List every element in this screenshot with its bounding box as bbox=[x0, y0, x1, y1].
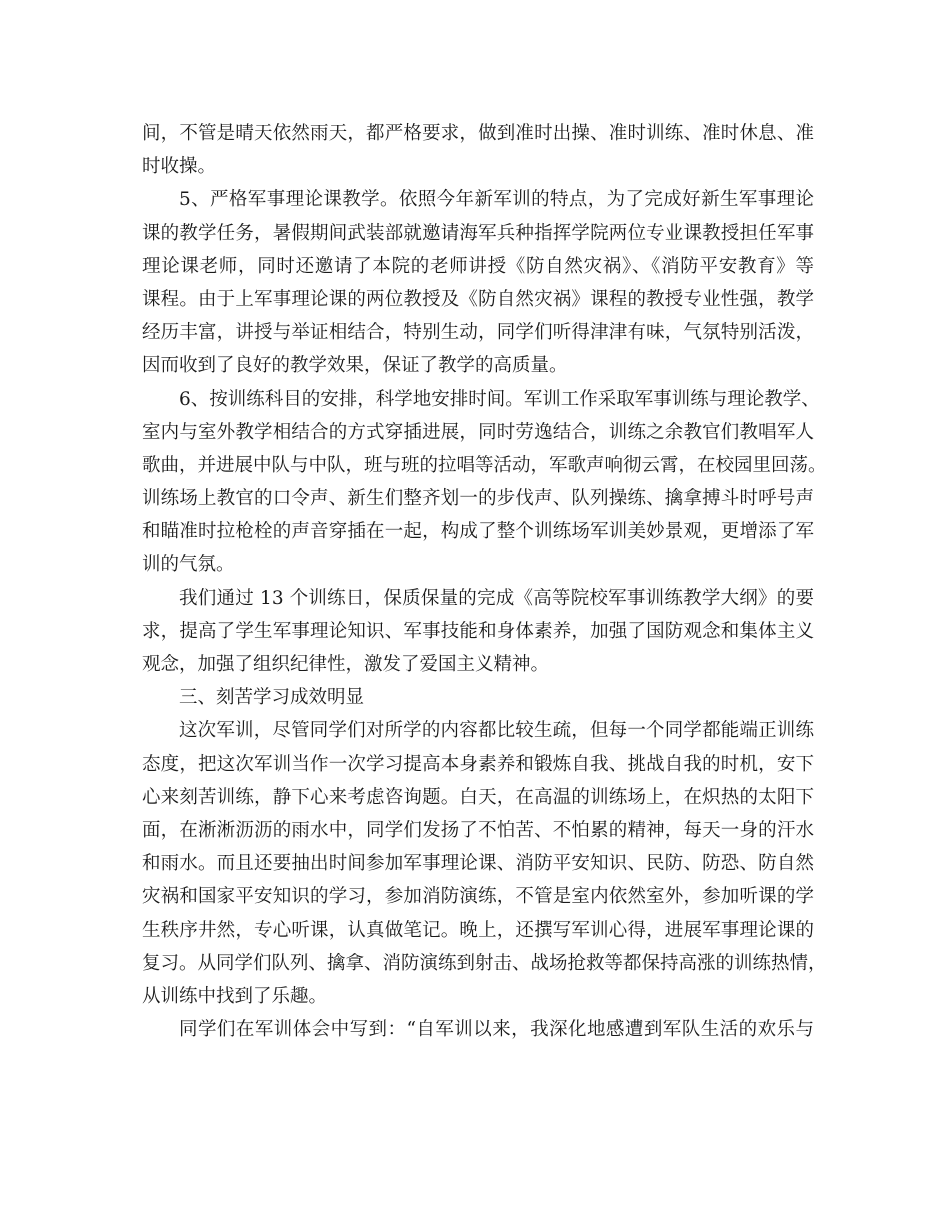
text-line: 和雨水。而且还要抽出时间参加军事理论课、消防平安知识、民防、防恐、防自然 bbox=[142, 853, 814, 875]
text-line: 课程。由于上军事理论课的两位教授及《防自然灾祸》课程的教授专业性强，教学 bbox=[142, 288, 814, 310]
text-line: 歌曲，并进展中队与中队，班与班的拉唱等活动，军歌声响彻云霄，在校园里回荡。 bbox=[142, 454, 827, 476]
text-line: 态度，把这次军训当作一次学习提高本身素养和锻炼自我、挑战自我的时机，安下 bbox=[142, 753, 814, 775]
text-line: 从训练中找到了乐趣。 bbox=[142, 985, 328, 1007]
text-line: 心来刻苦训练，静下心来考虑咨询题。白天，在高温的训练场上，在炽热的太阳下 bbox=[142, 786, 814, 808]
text-line: 三、刻苦学习成效明显 bbox=[179, 687, 365, 709]
text-line: 5、严格军事理论课教学。依照今年新军训的特点，为了完成好新生军事理论 bbox=[179, 189, 814, 211]
text-line: 训的气氛。 bbox=[142, 554, 235, 576]
text-line: 灾祸和国家平安知识的学习，参加消防演练，不管是室内依然室外，参加听课的学 bbox=[142, 886, 814, 908]
text-line: 间，不管是晴天依然雨天，都严格要求，做到准时出操、准时训练、准时休息、准 bbox=[142, 123, 814, 144]
text-line: 室内与室外教学相结合的方式穿插进展，同时劳逸结合，训练之余教官们教唱军人 bbox=[142, 421, 814, 443]
text-line: 复习。从同学们队列、擒拿、消防演练到射击、战场抢救等都保持高涨的训练热情， bbox=[142, 952, 827, 974]
text-line: 生秩序井然，专心听课，认真做笔记。晚上，还撰写军训心得，进展军事理论课的 bbox=[142, 919, 814, 941]
text-line: 训练场上教官的口令声、新生们整齐划一的步伐声、队列操练、擒拿搏斗时呼号声 bbox=[142, 488, 814, 510]
text-line: 和瞄准时拉枪栓的声音穿插在一起，构成了整个训练场军训美妙景观，更增添了军 bbox=[142, 521, 814, 543]
text-line: 面，在淅淅沥沥的雨水中，同学们发扬了不怕苦、不怕累的精神，每天一身的汗水 bbox=[142, 819, 814, 841]
text-line: 经历丰富，讲授与举证相结合，特别生动，同学们听得津津有味，气氛特别活泼， bbox=[142, 322, 814, 344]
text-line: 求，提高了学生军事理论知识、军事技能和身体素养，加强了国防观念和集体主义 bbox=[142, 620, 814, 642]
text-line: 课的教学任务，暑假期间武装部就邀请海军兵种指挥学院两位专业课教授担任军事 bbox=[142, 222, 814, 244]
text-line: 因而收到了良好的教学效果，保证了教学的高质量。 bbox=[142, 355, 568, 377]
text-line: 观念，加强了组织纪律性，激发了爱国主义精神。 bbox=[142, 654, 550, 675]
text-line: 这次军训，尽管同学们对所学的内容都比较生疏，但每一个同学都能端正训练 bbox=[179, 720, 814, 742]
text-line: 同学们在军训体会中写到：“自军训以来，我深化地感遭到军队生活的欢乐与 bbox=[179, 1019, 814, 1041]
text-line: 6、按训练科目的安排，科学地安排时间。军训工作采取军事训练与理论教学、 bbox=[179, 388, 820, 410]
text-line: 我们通过 13 个训练日，保质保量的完成《高等院校军事训练教学大纲》的要 bbox=[179, 587, 814, 609]
text-line: 时收操。 bbox=[142, 156, 217, 178]
text-line: 理论课老师，同时还邀请了本院的老师讲授《防自然灾祸》、《消防平安教育》等 bbox=[142, 255, 814, 277]
document-body bbox=[142, 117, 827, 1046]
